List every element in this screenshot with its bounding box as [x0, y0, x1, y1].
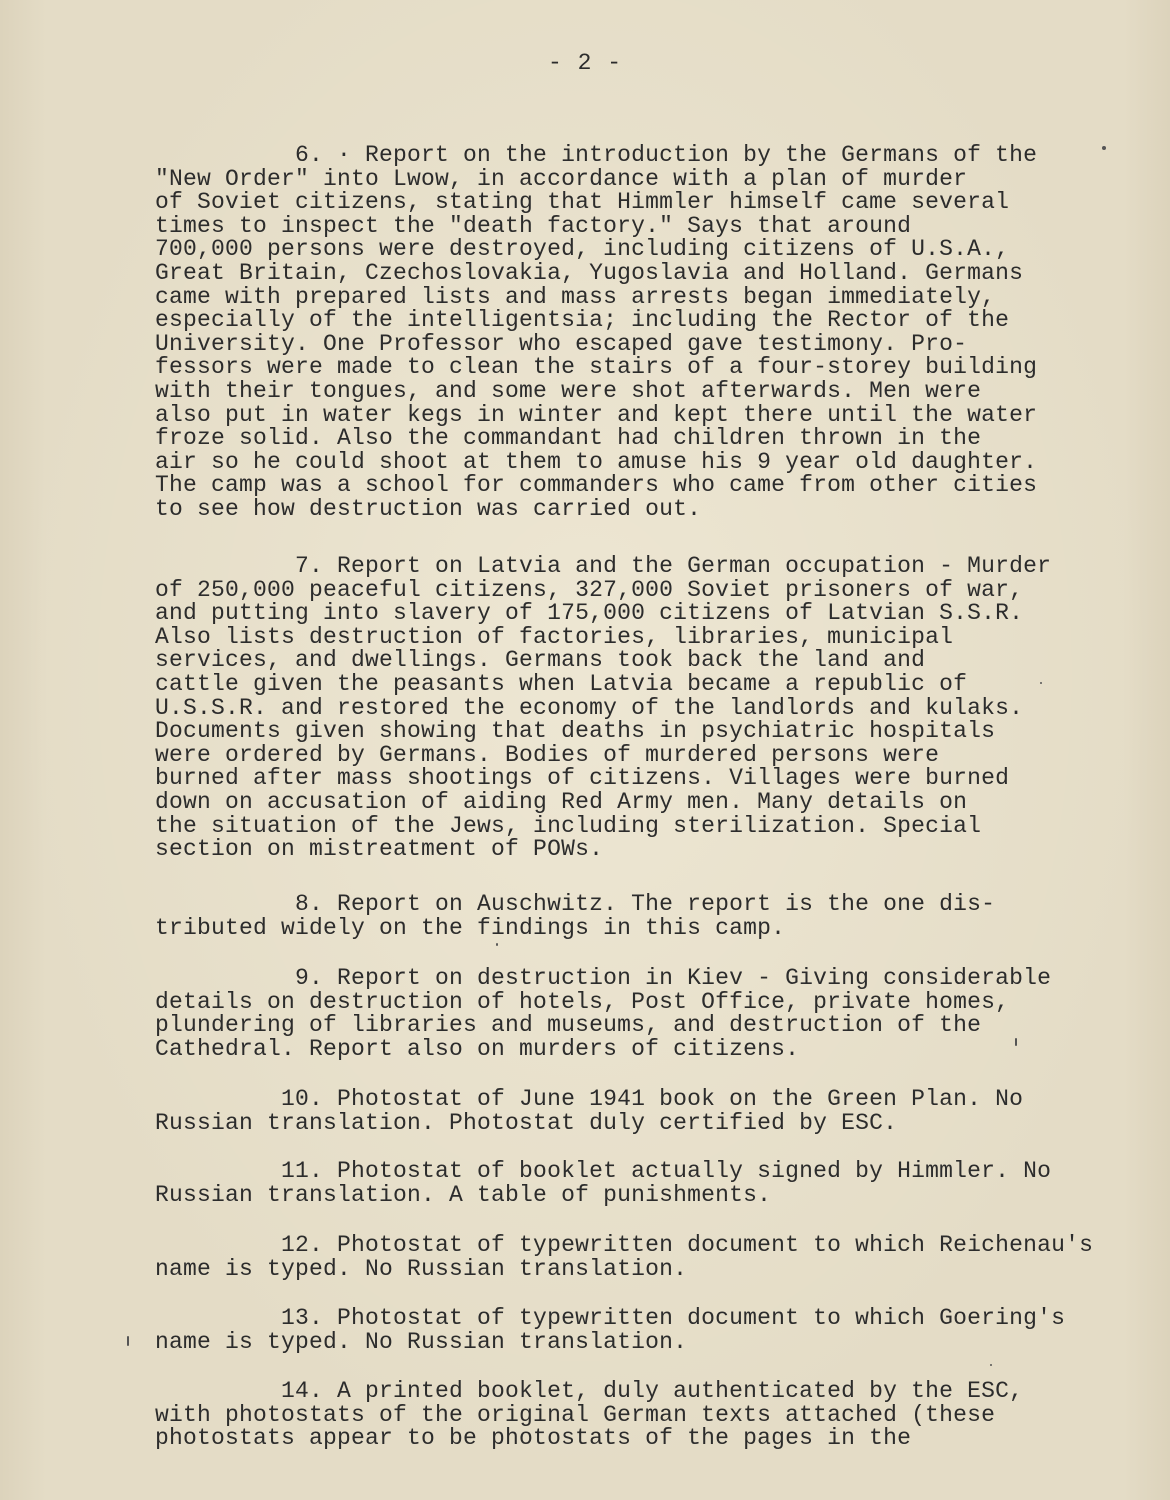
item-14: 14. A printed booklet, duly authenticated by the ESC, with photostats of the original German texts attached (these photostats appear to be photostats of the pages in the [155, 1378, 1024, 1452]
item-9: 9. Report on destruction in Kiev - Giving considerable details on destruction of hotels, Post Office, private homes, plundering of libraries and museums, and destruction of the Cathedral. Report also on murders of citizens. [155, 965, 1052, 1062]
item-13: 13. Photostat of typewritten document to which Goering's name is typed. No Russian translation. [155, 1305, 1066, 1355]
paper-speck [1040, 682, 1042, 684]
item-12: 12. Photostat of typewritten document to which Reichenau's name is typed. No Russian translation. [155, 1232, 1094, 1282]
paper-speck [990, 1364, 992, 1366]
paper-speck [1015, 1038, 1017, 1046]
item-11: 11. Photostat of booklet actually signed by Himmler. No Russian translation. A table of punishments. [155, 1158, 1052, 1208]
item-10: 10. Photostat of June 1941 book on the Green Plan. No Russian translation. Photostat duly certified by ESC. [155, 1086, 1024, 1136]
paper-speck [127, 1336, 129, 1346]
item-8: 8. Report on Auschwitz. The report is the one dis- tributed widely on the findings in this camp. [155, 891, 996, 941]
item-7: 7. Report on Latvia and the German occupation - Murder of 250,000 peaceful citizens, 327,000 Soviet prisoners of war, and putting into slavery of 175,000 citizens of Latvian S.S.R. Also lists destruction of factories, libraries, municipal services, and dwellings. Germans took back the land and cattle given the peasants when Latvia became a republic of U.S.S.R. and restored the economy of the landlords and kulaks. Documents given showing that deaths in psychiatric hospitals were ordered by Germans. Bodies of murdered persons were burned after mass shootings of citizens. Villages were burned down on accusation of aiding Red Army men. Many details on the situation of the Jews, including sterilization. Special section on mistreatment of POWs. [155, 553, 1052, 863]
paper-speck [1102, 146, 1106, 150]
page-number: - 2 - [547, 50, 622, 76]
item-6: 6. · Report on the introduction by the Germans of the "New Order" into Lwow, in accordance with a plan of murder of Soviet citizens, stating that Himmler himself came several times to inspect the "death factory." Says that around 700,000 persons were destroyed, including citizens of U.S.A., Great Britain, Czechoslovakia, Yugoslavia and Holland. Germans came with prepared lists and mass arrests began immediately, especially of the intelligentsia; including the Rector of the University. One Professor who escaped gave testimony. Pro- fessors were made to clean the stairs of a four-storey building with their tongues, and some were shot afterwards. Men were also put in water kegs in winter and kept there until the water froze solid. Also the commandant had children thrown in the air so he could shoot at them to amuse his 9 year old daughter. The camp was a school for commanders who came from other cities to see how destruction was carried out. [155, 142, 1038, 522]
paper-speck [496, 943, 498, 946]
